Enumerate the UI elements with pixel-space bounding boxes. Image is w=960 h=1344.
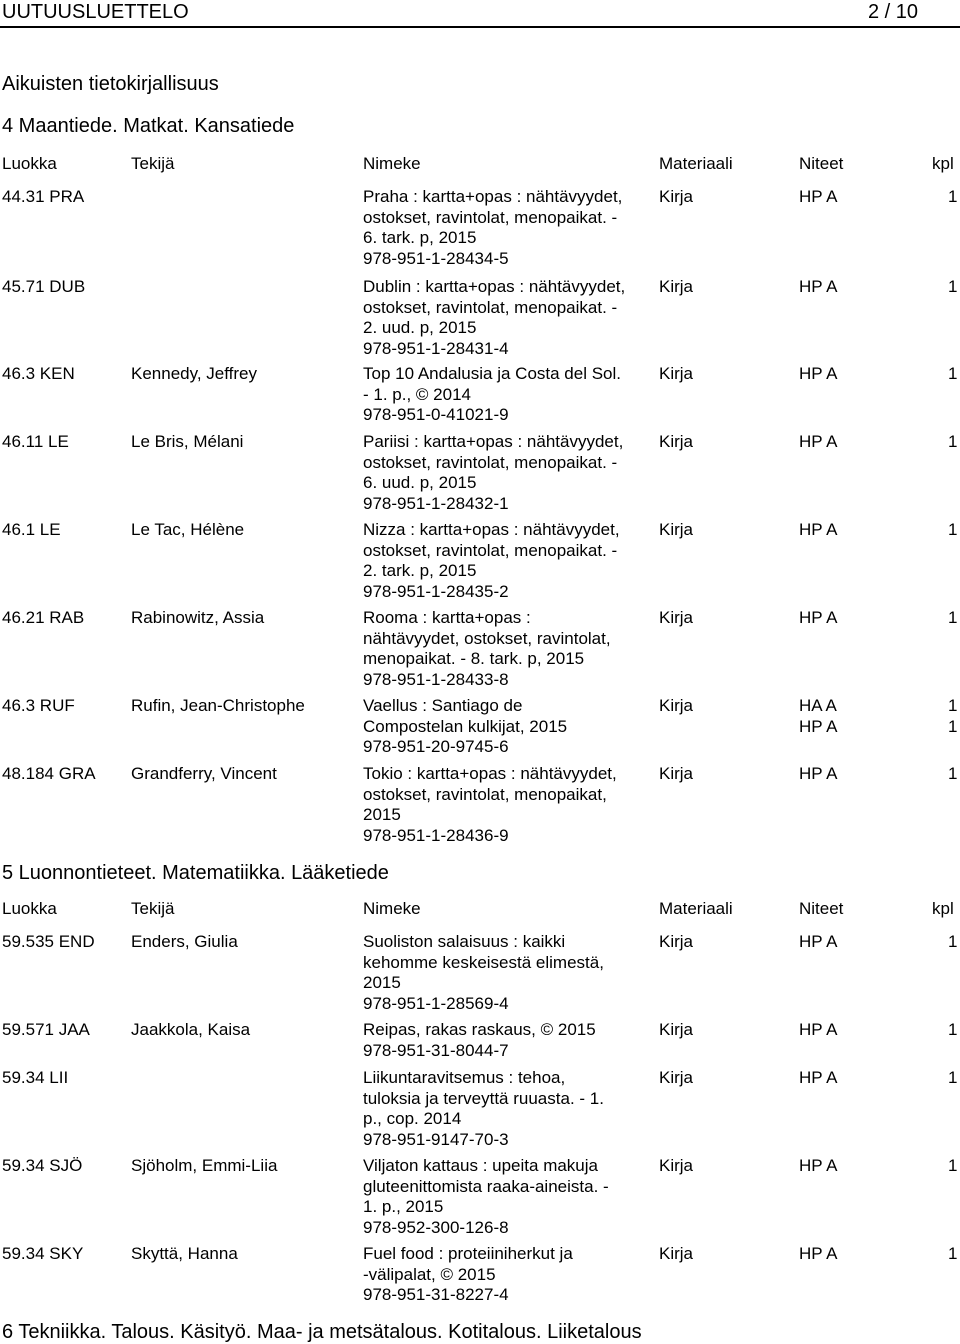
column-header-materiaali: Materiaali — [659, 899, 733, 918]
copy-count — [948, 1244, 957, 1265]
title-block — [363, 764, 655, 846]
class-code: 46.21 RAB — [2, 608, 85, 627]
title-line: nähtävyydet, ostokset, ravintolat, — [363, 628, 611, 648]
class-code: 46.3 KEN — [2, 364, 75, 383]
material-type: Kirja — [659, 932, 694, 951]
class-code: 46.3 RUF — [2, 696, 75, 715]
title-block — [363, 1244, 655, 1306]
copies-location — [799, 187, 837, 208]
class-code: 46.11 LE — [2, 432, 69, 451]
column-header-kpl: kpl — [932, 154, 954, 173]
title-line: Rooma : kartta+opas : — [363, 608, 531, 627]
count-value: 1 — [948, 277, 958, 296]
title-line: 6. tark. p, 2015 — [363, 228, 477, 247]
copies-location — [799, 1020, 837, 1041]
class-code: 45.71 DUB — [2, 277, 86, 296]
copies-location — [799, 520, 837, 541]
location-code: HP A — [799, 764, 838, 783]
location-code: HP A — [799, 364, 838, 383]
count-value: 1 — [948, 696, 958, 715]
title-line: Praha : kartta+opas : nähtävyydet, — [363, 187, 623, 206]
material-type: Kirja — [659, 187, 694, 206]
location-code: HP A — [799, 608, 838, 627]
class-code: 59.34 LII — [2, 1068, 69, 1087]
page-number: 2 / 10 — [867, 1, 918, 23]
author: Rabinowitz, Assia — [131, 608, 265, 627]
title-block — [363, 608, 655, 690]
title-line: p., cop. 2014 — [363, 1109, 462, 1128]
location-code: HP A — [799, 1244, 838, 1263]
section-title: 4 Maantiede. Matkat. Kansatiede — [2, 115, 295, 137]
class-code: 59.535 END — [2, 932, 95, 951]
title-block — [363, 932, 655, 1014]
location-code: HP A — [799, 1156, 838, 1175]
copies-location — [799, 696, 837, 737]
copy-count — [948, 764, 957, 785]
isbn: 978-951-1-28432-1 — [363, 493, 509, 513]
class-code: 59.34 SJÖ — [2, 1156, 83, 1175]
header-divider — [0, 26, 960, 28]
location-code: HP A — [799, 432, 838, 451]
class-code: 59.34 SKY — [2, 1244, 84, 1263]
title-line: 6. uud. p, 2015 — [363, 473, 477, 492]
author: Skyttä, Hanna — [131, 1244, 238, 1263]
title-line: Suoliston salaisuus : kaikki — [363, 932, 566, 951]
copies-location — [799, 764, 837, 785]
column-header-tekija: Tekijä — [131, 899, 175, 918]
title-line: kehomme keskeisestä elimestä, — [363, 952, 604, 972]
location-code: HP A — [799, 277, 838, 296]
document-title: UUTUUSLUETTELO — [2, 1, 189, 23]
column-header-nimeke: Nimeke — [363, 154, 421, 173]
column-header-niteet: Niteet — [799, 899, 844, 918]
column-header-row — [0, 898, 960, 920]
copy-count — [948, 1020, 957, 1041]
isbn: 978-951-31-8227-4 — [363, 1285, 509, 1304]
section-title: 6 Tekniikka. Talous. Käsityö. Maa- ja metsätalous. Kotitalous. Liiketalous — [2, 1321, 642, 1343]
material-type: Kirja — [659, 364, 694, 383]
column-header-row — [0, 153, 960, 175]
material-type: Kirja — [659, 1020, 694, 1039]
title-line: ostokset, ravintolat, menopaikat. - — [363, 452, 618, 472]
material-type: Kirja — [659, 1068, 694, 1087]
title-line: Reipas, rakas raskaus, © 2015 — [363, 1020, 596, 1039]
author: Kennedy, Jeffrey — [131, 364, 258, 383]
column-header-luokka: Luokka — [2, 154, 57, 173]
location-code: HP A — [799, 1020, 838, 1039]
column-header-materiaali: Materiaali — [659, 154, 733, 173]
copy-count — [948, 432, 957, 453]
copy-count — [948, 1156, 957, 1177]
class-code: 59.571 JAA — [2, 1020, 90, 1039]
isbn: 978-951-0-41021-9 — [363, 405, 509, 424]
title-line: -välipalat, © 2015 — [363, 1264, 496, 1284]
title-line: Liikuntaravitsemus : tehoa, — [363, 1068, 566, 1087]
title-line: 1. p., 2015 — [363, 1197, 444, 1216]
isbn: 978-951-1-28433-8 — [363, 669, 509, 689]
title-line: Nizza : kartta+opas : nähtävyydet, — [363, 520, 620, 539]
isbn: 978-952-300-126-8 — [363, 1217, 509, 1237]
title-line: Fuel food : proteiiniherkut ja — [363, 1244, 573, 1263]
material-type: Kirja — [659, 696, 694, 715]
title-line: 2. tark. p, 2015 — [363, 561, 477, 580]
title-line: Pariisi : kartta+opas : nähtävyydet, — [363, 432, 624, 451]
copies-location — [799, 1068, 837, 1089]
count-value: 1 — [948, 364, 958, 383]
location-code: HP A — [799, 932, 838, 951]
count-value: 1 — [948, 187, 958, 206]
isbn: 978-951-1-28569-4 — [363, 993, 509, 1013]
title-line: - 1. p., © 2014 — [363, 384, 471, 404]
title-block — [363, 187, 655, 269]
page-header — [0, 0, 960, 24]
column-header-kpl: kpl — [932, 899, 954, 918]
location-code: HP A — [799, 520, 838, 539]
copies-location — [799, 277, 837, 298]
copy-count — [948, 520, 957, 541]
material-type: Kirja — [659, 432, 694, 451]
title-line: Dublin : kartta+opas : nähtävyydet, — [363, 277, 626, 296]
isbn: 978-951-20-9745-6 — [363, 737, 509, 756]
location-code: HA A — [799, 696, 837, 715]
section-title: 5 Luonnontieteet. Matematiikka. Lääketiede — [2, 862, 389, 884]
title-line: 2. uud. p, 2015 — [363, 318, 477, 337]
material-type: Kirja — [659, 520, 694, 539]
material-type: Kirja — [659, 608, 694, 627]
count-value: 1 — [948, 1020, 958, 1039]
count-value: 1 — [948, 932, 958, 951]
title-line: Compostelan kulkijat, 2015 — [363, 716, 568, 736]
material-type: Kirja — [659, 1156, 694, 1175]
material-type: Kirja — [659, 1244, 694, 1263]
count-value: 1 — [948, 716, 958, 736]
location-code: HP A — [799, 187, 838, 206]
title-block — [363, 432, 655, 514]
isbn: 978-951-1-28434-5 — [363, 248, 509, 268]
copy-count — [948, 1068, 957, 1089]
author: Le Tac, Hélène — [131, 520, 245, 539]
title-line: ostokset, ravintolat, menopaikat, — [363, 784, 607, 804]
title-block — [363, 520, 655, 602]
author: Jaakkola, Kaisa — [131, 1020, 251, 1039]
title-block — [363, 277, 655, 359]
isbn: 978-951-1-28431-4 — [363, 338, 509, 358]
count-value: 1 — [948, 1156, 958, 1175]
material-type: Kirja — [659, 764, 694, 783]
author: Grandferry, Vincent — [131, 764, 277, 783]
title-block — [363, 696, 655, 758]
material-type: Kirja — [659, 277, 694, 296]
copy-count — [948, 696, 957, 737]
author: Rufin, Jean-Christophe — [131, 696, 305, 715]
title-line: ostokset, ravintolat, menopaikat. - — [363, 207, 618, 227]
copies-location — [799, 364, 837, 385]
column-header-luokka: Luokka — [2, 899, 57, 918]
title-line: 2015 — [363, 805, 401, 824]
column-header-nimeke: Nimeke — [363, 899, 421, 918]
location-code: HP A — [799, 716, 838, 736]
class-code: 46.1 LE — [2, 520, 61, 539]
author: Sjöholm, Emmi-Liia — [131, 1156, 278, 1175]
title-line: ostokset, ravintolat, menopaikat. - — [363, 297, 618, 317]
copies-location — [799, 1156, 837, 1177]
copy-count — [948, 187, 957, 208]
count-value: 1 — [948, 1244, 958, 1263]
count-value: 1 — [948, 608, 958, 627]
count-value: 1 — [948, 520, 958, 539]
copies-location — [799, 1244, 837, 1265]
class-code: 48.184 GRA — [2, 764, 96, 783]
title-block — [363, 364, 655, 426]
copy-count — [948, 277, 957, 298]
author: Le Bris, Mélani — [131, 432, 244, 451]
count-value: 1 — [948, 764, 958, 783]
title-block — [363, 1156, 655, 1238]
location-code: HP A — [799, 1068, 838, 1087]
title-line: Top 10 Andalusia ja Costa del Sol. — [363, 364, 622, 383]
author: Enders, Giulia — [131, 932, 238, 951]
isbn: 978-951-9147-70-3 — [363, 1129, 509, 1149]
collection-title: Aikuisten tietokirjallisuus — [2, 73, 219, 95]
title-line: Tokio : kartta+opas : nähtävyydet, — [363, 764, 617, 783]
title-line: 2015 — [363, 973, 401, 992]
title-line: ostokset, ravintolat, menopaikat. - — [363, 540, 618, 560]
title-line: Vaellus : Santiago de — [363, 696, 523, 715]
title-line: menopaikat. - 8. tark. p, 2015 — [363, 649, 585, 668]
title-block — [363, 1068, 655, 1150]
copies-location — [799, 608, 837, 629]
isbn: 978-951-1-28435-2 — [363, 581, 509, 601]
copy-count — [948, 932, 957, 953]
column-header-tekija: Tekijä — [131, 154, 175, 173]
copies-location — [799, 932, 837, 953]
count-value: 1 — [948, 1068, 958, 1087]
column-header-niteet: Niteet — [799, 154, 844, 173]
isbn: 978-951-31-8044-7 — [363, 1040, 509, 1060]
title-line: tuloksia ja terveyttä ruuasta. - 1. — [363, 1088, 604, 1108]
title-line: Viljaton kattaus : upeita makuja — [363, 1156, 598, 1175]
title-line: gluteenittomista raaka-aineista. - — [363, 1176, 609, 1196]
title-block — [363, 1020, 655, 1061]
copy-count — [948, 608, 957, 629]
copy-count — [948, 364, 957, 385]
class-code: 44.31 PRA — [2, 187, 85, 206]
count-value: 1 — [948, 432, 958, 451]
copies-location — [799, 432, 837, 453]
isbn: 978-951-1-28436-9 — [363, 825, 509, 845]
